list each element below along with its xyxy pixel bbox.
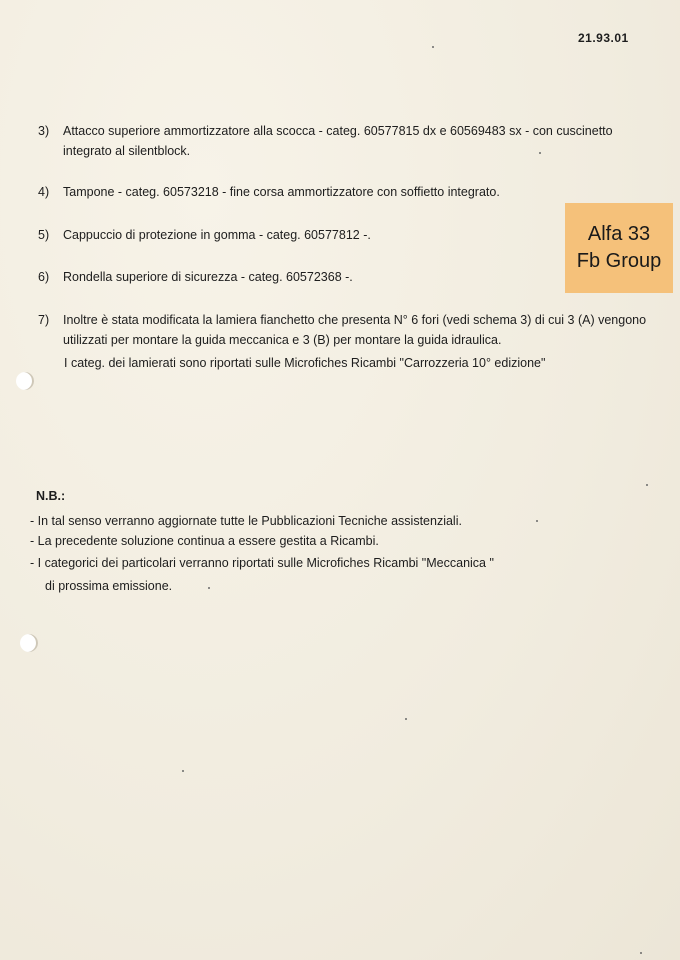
lamierati-note: I categ. dei lamierati sono riportati sulle Microfiches Ricambi "Carrozzeria 10° edizione" xyxy=(64,356,546,370)
item-text: Attacco superiore ammortizzatore alla scocca - categ. 60577815 dx e 60569483 sx - con cuscinetto integrato al silentblock. xyxy=(63,124,613,158)
item-text: Tampone - categ. 60573218 - fine corsa ammortizzatore con soffietto integrato. xyxy=(63,185,500,199)
document-date: 21.93.01 xyxy=(578,31,629,45)
item-text: Rondella superiore di sicurezza - categ. 60572368 -. xyxy=(63,270,353,284)
paper-speck xyxy=(182,770,184,772)
item-number: 3) xyxy=(38,124,50,138)
badge-line-1: Alfa 33 xyxy=(587,223,651,245)
watermark-badge xyxy=(565,203,673,293)
item-number: 5) xyxy=(38,228,50,242)
badge-line-2: Fb Group xyxy=(576,250,662,272)
punch-hole xyxy=(16,372,34,390)
item-text: Inoltre è stata modificata la lamiera fianchetto che presenta N° 6 fori (vedi schema 3) di cui 3 (A) vengono utilizzati per montare la guida meccanica e 3 (B) per montare la guida idraulica. xyxy=(63,313,647,347)
nb-line: - I categorici dei particolari verranno riportati sulle Microfiches Ricambi "Meccanica " xyxy=(30,556,494,570)
paper-speck xyxy=(539,152,541,154)
nb-title: N.B.: xyxy=(36,489,66,503)
nb-line: di prossima emissione. xyxy=(45,579,173,593)
item-text: Cappuccio di protezione in gomma - categ. 60577812 -. xyxy=(63,228,371,242)
punch-hole xyxy=(20,634,38,652)
paper-speck xyxy=(536,520,538,522)
item-number: 4) xyxy=(38,185,50,199)
nb-line: - In tal senso verranno aggiornate tutte le Pubblicazioni Tecniche assistenziali. xyxy=(30,514,462,528)
nb-line: - La precedente soluzione continua a essere gestita a Ricambi. xyxy=(30,534,379,548)
item-number: 7) xyxy=(38,313,50,327)
item-number: 6) xyxy=(38,270,50,284)
paper-speck xyxy=(208,587,210,589)
paper-speck xyxy=(432,46,434,48)
paper-speck xyxy=(405,718,407,720)
paper-speck xyxy=(640,952,642,954)
paper-speck xyxy=(646,484,648,486)
